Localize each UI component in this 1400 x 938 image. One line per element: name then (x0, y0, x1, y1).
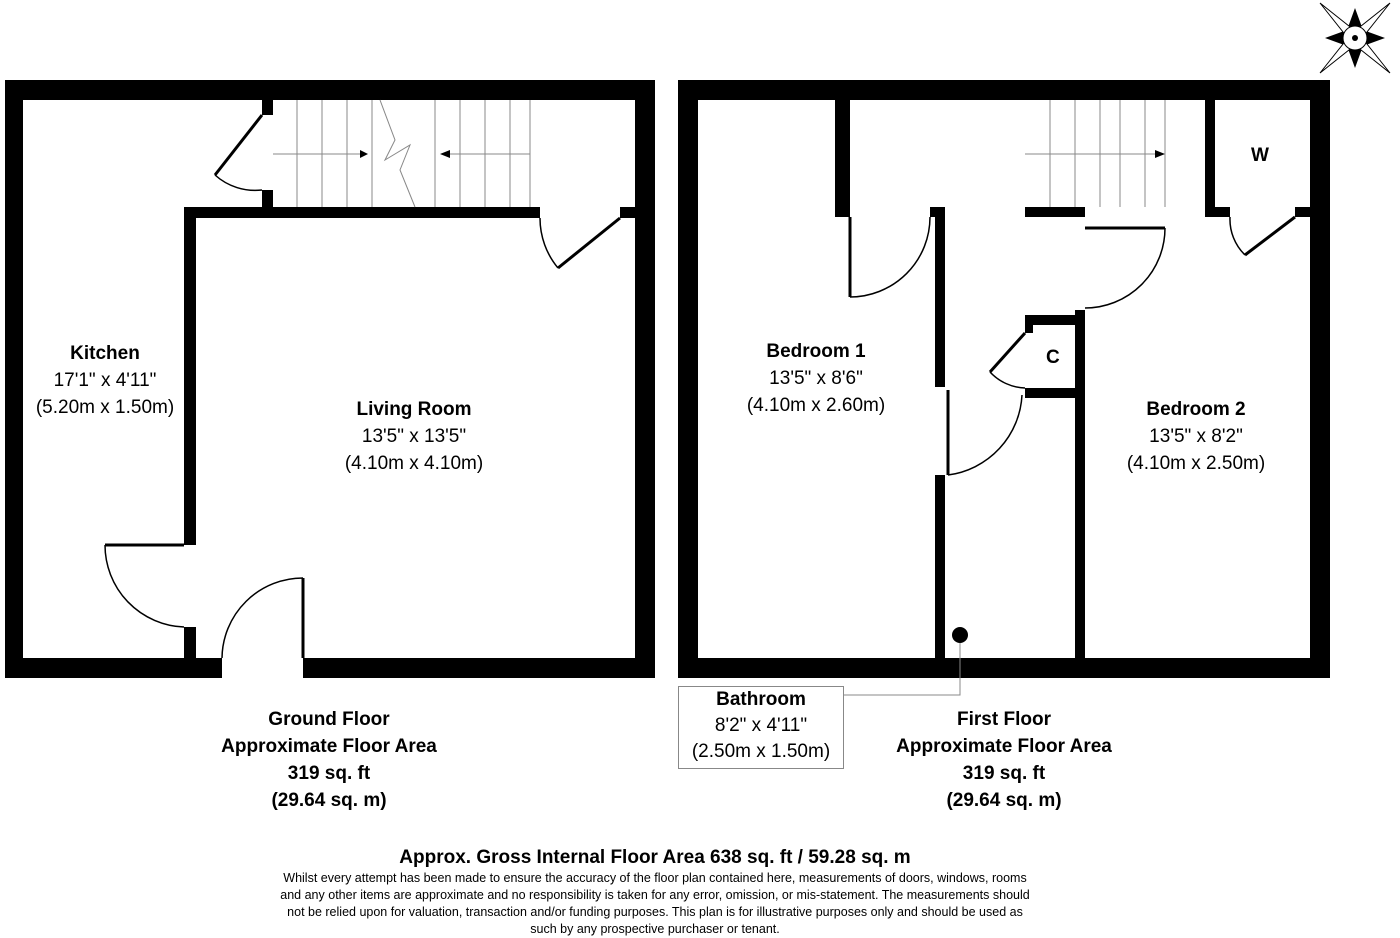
room-dimensions-metric: (2.50m x 1.50m) (691, 741, 831, 762)
room-name: Bedroom 1 (766, 341, 866, 362)
floor-area-sqft: 319 sq. ft (962, 763, 1046, 784)
ground-floor-stairs (273, 100, 530, 207)
room-name: Kitchen (70, 343, 140, 364)
room-dimensions-metric: (4.10m x 2.60m) (746, 395, 886, 416)
room-dimensions-imperial: 13'5" x 13'5" (361, 426, 467, 447)
ground-floor-summary (221, 706, 437, 814)
room-dimensions-metric: (5.20m x 1.50m) (35, 397, 175, 418)
room-dimensions-imperial: 13'5" x 8'2" (1149, 426, 1243, 447)
room-name: Living Room (356, 399, 472, 420)
floor-title: Ground Floor (268, 709, 390, 730)
floor-area-sqm: (29.64 sq. m) (946, 790, 1062, 811)
compass-icon (1320, 3, 1390, 73)
floor-area-label: Approximate Floor Area (221, 736, 437, 757)
ground-floor-doors (105, 115, 620, 658)
gross-floor-area: Approx. Gross Internal Floor Area 638 sq. ft / 59.28 sq. m (399, 847, 911, 868)
room-name: Bedroom 2 (1146, 399, 1246, 420)
wardrobe-label: W (1251, 145, 1269, 166)
floor-title: First Floor (957, 709, 1051, 730)
room-name: Bathroom (716, 689, 806, 710)
disclaimer-text: Whilst every attempt has been made to ensure the accuracy of the floor plan contained here, measurements of doors, windows, rooms and any other items are approximate and no responsibility is taken for any error, omission, or mis-statement. The measurements should not be relied upon for valuation, transaction and/or funding purposes. This plan is for illustrative purposes only and should be used as such by any prospective purchaser or tenant. (280, 871, 1030, 936)
room-label-bedroom-1 (747, 338, 885, 419)
room-dimensions-metric: (4.10m x 2.50m) (1126, 453, 1266, 474)
floor-area-sqft: 319 sq. ft (287, 763, 371, 784)
cupboard-label: C (1046, 347, 1060, 368)
room-label-kitchen (36, 340, 174, 421)
room-dimensions-metric: (4.10m x 4.10m) (344, 453, 484, 474)
room-dimensions-imperial: 17'1" x 4'11" (53, 370, 157, 391)
room-label-living-room (345, 396, 483, 477)
bathroom-pointer-dot (952, 627, 968, 643)
first-floor-stairs (1025, 100, 1165, 207)
room-dimensions-imperial: 13'5" x 8'6" (769, 368, 863, 389)
room-label-bedroom-2 (1127, 396, 1265, 477)
room-label-bathroom (678, 686, 844, 769)
floor-area-label: Approximate Floor Area (896, 736, 1112, 757)
room-dimensions-imperial: 8'2" x 4'11" (714, 715, 808, 736)
first-floor-summary (896, 706, 1112, 814)
floor-area-sqm: (29.64 sq. m) (271, 790, 387, 811)
